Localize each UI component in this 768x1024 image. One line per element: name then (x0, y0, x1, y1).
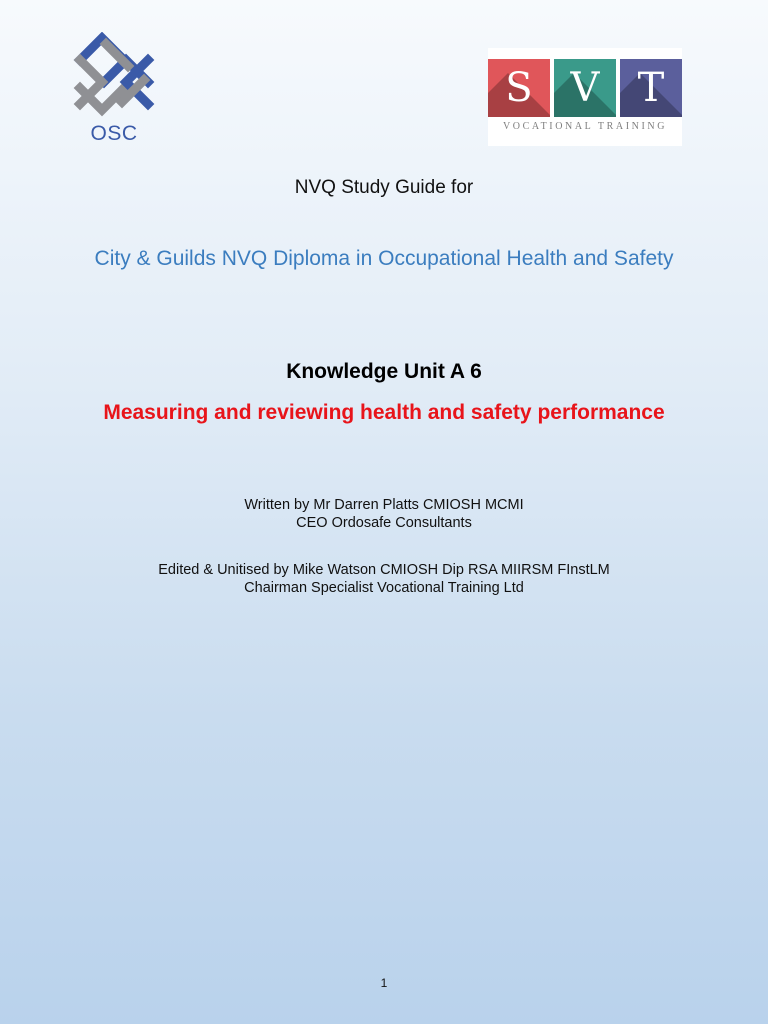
unit-title: Measuring and reviewing health and safety performance (103, 401, 665, 424)
svt-logo (488, 48, 682, 146)
qualification-title: City & Guilds NVQ Diploma in Occupational Health and Safety (94, 247, 674, 270)
editor-role: Chairman Specialist Vocational Training Ltd (244, 580, 524, 596)
svt-letter-v: V (570, 65, 600, 111)
author-credit: Written by Mr Darren Platts CMIOSH MCMI (244, 497, 524, 513)
svt-box-t (620, 59, 682, 117)
osc-logo-text: OSC (90, 122, 138, 145)
svt-subtitle: VOCATIONAL TRAINING (502, 121, 668, 132)
author-role: CEO Ordosafe Consultants (296, 515, 472, 531)
svt-letter-s: S (505, 65, 533, 111)
svt-letter-t: T (637, 65, 665, 111)
osc-emblem-icon (66, 32, 162, 124)
page-number: 1 (380, 976, 388, 990)
osc-logo (66, 32, 162, 148)
svt-box-s (488, 59, 550, 117)
unit-heading: Knowledge Unit A 6 (286, 360, 482, 383)
study-guide-heading: NVQ Study Guide for (294, 177, 474, 198)
svt-box-v (554, 59, 616, 117)
editor-credit: Edited & Unitised by Mike Watson CMIOSH Dip RSA MIIRSM FInstLM (158, 562, 610, 578)
